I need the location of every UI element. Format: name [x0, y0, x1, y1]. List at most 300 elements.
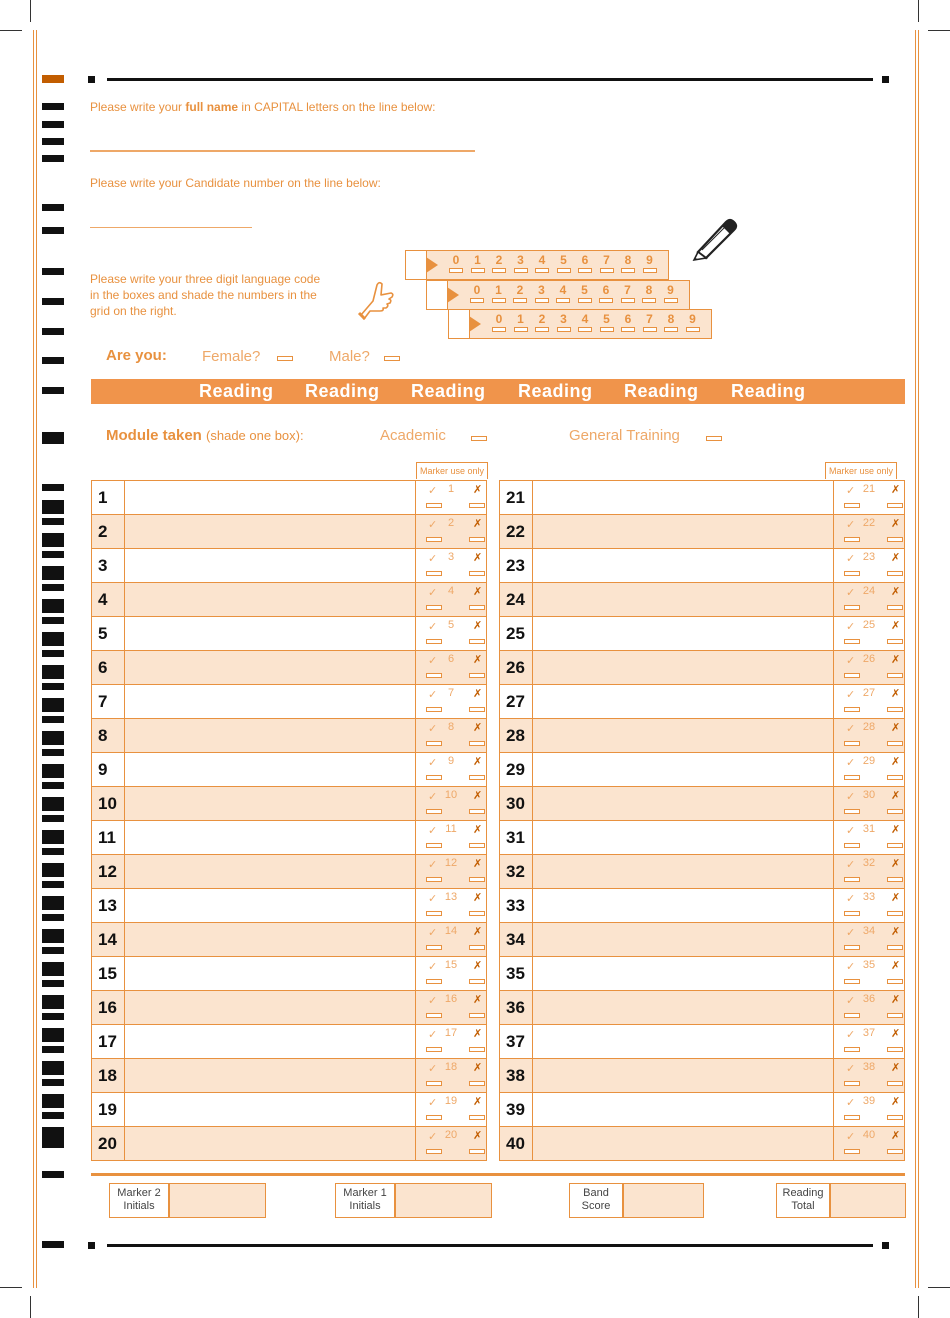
- correct-shade-box[interactable]: [844, 1013, 860, 1018]
- tick-icon: ✓: [846, 553, 856, 565]
- incorrect-shade-box[interactable]: [469, 1047, 485, 1052]
- digit-shade-box[interactable]: [686, 327, 700, 332]
- question-number: 8: [92, 719, 125, 753]
- marker-number: 22: [862, 517, 876, 529]
- correct-shade-box[interactable]: [426, 1115, 442, 1120]
- correct-shade-box[interactable]: [844, 809, 860, 814]
- marker-number: 5: [447, 619, 455, 631]
- tick-icon: ✓: [428, 757, 438, 769]
- timing-mark: [42, 1094, 64, 1108]
- incorrect-shade-box[interactable]: [887, 537, 903, 542]
- table-row: [92, 787, 487, 821]
- digit-shade-box[interactable]: [643, 327, 657, 332]
- answer-field[interactable]: [125, 821, 416, 855]
- answer-field[interactable]: [533, 1127, 834, 1161]
- answer-field[interactable]: [125, 855, 416, 889]
- digit-label: 0: [473, 283, 481, 297]
- marker-number: 10: [444, 789, 458, 801]
- candidate-number-field[interactable]: [90, 227, 252, 228]
- digit-shade-box[interactable]: [492, 298, 506, 303]
- answer-field[interactable]: [533, 855, 834, 889]
- marker-number: 14: [444, 925, 458, 937]
- digit-shade-box[interactable]: [535, 298, 549, 303]
- cross-icon: ✗: [891, 1130, 901, 1142]
- answer-field[interactable]: [125, 583, 416, 617]
- correct-shade-box[interactable]: [844, 877, 860, 882]
- incorrect-shade-box[interactable]: [887, 707, 903, 712]
- language-code-grid-2[interactable]: [426, 280, 690, 310]
- marker2-line1: Marker 2: [117, 1187, 161, 1199]
- language-code-digit-box[interactable]: [406, 251, 427, 279]
- incorrect-shade-box[interactable]: [469, 911, 485, 916]
- answer-field[interactable]: [533, 685, 834, 719]
- digit-shade-box[interactable]: [470, 298, 484, 303]
- answer-field[interactable]: [125, 1093, 416, 1127]
- digit-shade-box[interactable]: [492, 327, 506, 332]
- timing-mark: [42, 716, 64, 723]
- answer-field[interactable]: [125, 889, 416, 923]
- bottom-rule-dot: [882, 1242, 889, 1249]
- answer-field[interactable]: [533, 651, 834, 685]
- marker-cell: [834, 719, 905, 753]
- digit-shade-box[interactable]: [600, 327, 614, 332]
- reading-total-label: [776, 1183, 830, 1218]
- correct-shade-box[interactable]: [426, 571, 442, 576]
- marker-number: 31: [862, 823, 876, 835]
- answer-field[interactable]: [533, 481, 834, 515]
- digit-shade-box[interactable]: [471, 268, 485, 273]
- marker1-initials-field[interactable]: [395, 1183, 492, 1218]
- correct-shade-box[interactable]: [844, 945, 860, 950]
- digit-shade-box[interactable]: [578, 327, 592, 332]
- marker-cell: [834, 821, 905, 855]
- marker-cell: [834, 583, 905, 617]
- marker-number: 11: [445, 823, 457, 835]
- general-training-label: General Training: [569, 427, 680, 444]
- cross-icon: ✗: [891, 722, 901, 734]
- answer-field[interactable]: [125, 957, 416, 991]
- full-name-field[interactable]: [90, 150, 475, 152]
- correct-shade-box[interactable]: [844, 707, 860, 712]
- timing-mark: [42, 797, 64, 811]
- pointing-hand-icon: [355, 275, 397, 321]
- tick-icon: ✓: [846, 757, 856, 769]
- reading-total-field[interactable]: [830, 1183, 906, 1218]
- marker-number: 8: [447, 721, 455, 733]
- tick-icon: ✓: [428, 927, 438, 939]
- question-number: 24: [500, 583, 533, 617]
- digit-shade-box[interactable]: [578, 298, 592, 303]
- marker-number: 27: [862, 687, 876, 699]
- digit-shade-box[interactable]: [578, 268, 592, 273]
- answer-field[interactable]: [533, 991, 834, 1025]
- incorrect-shade-box[interactable]: [887, 1047, 903, 1052]
- correct-shade-box[interactable]: [426, 1081, 442, 1086]
- arrow-right-icon: [426, 257, 438, 273]
- question-number: 13: [92, 889, 125, 923]
- incorrect-shade-box[interactable]: [887, 1115, 903, 1120]
- cross-icon: ✗: [473, 552, 483, 564]
- table-row: [500, 855, 905, 889]
- incorrect-shade-box[interactable]: [887, 911, 903, 916]
- correct-shade-box[interactable]: [426, 877, 442, 882]
- bottom-rule-dot: [88, 1242, 95, 1249]
- digit-shade-box[interactable]: [642, 298, 656, 303]
- timing-mark: [42, 962, 64, 976]
- answer-field[interactable]: [533, 515, 834, 549]
- digit-label: 6: [602, 283, 610, 297]
- module-label: [106, 427, 304, 444]
- correct-shade-box[interactable]: [844, 775, 860, 780]
- timing-mark: [42, 357, 64, 364]
- correct-shade-box[interactable]: [844, 979, 860, 984]
- table-row: [92, 583, 487, 617]
- digit-shade-box[interactable]: [600, 268, 614, 273]
- marker-cell: [416, 617, 487, 651]
- correct-shade-box[interactable]: [426, 537, 442, 542]
- incorrect-shade-box[interactable]: [887, 741, 903, 746]
- language-code-grid-3[interactable]: [448, 309, 712, 339]
- incorrect-shade-box[interactable]: [887, 571, 903, 576]
- timing-mark: [42, 533, 64, 547]
- language-code-digit-box[interactable]: [449, 310, 470, 338]
- reading-total-line1: Reading: [782, 1187, 824, 1199]
- correct-shade-box[interactable]: [426, 673, 442, 678]
- marker-number: 25: [862, 619, 876, 631]
- digit-shade-box[interactable]: [643, 268, 657, 273]
- timing-mark: [42, 617, 64, 624]
- incorrect-shade-box[interactable]: [887, 639, 903, 644]
- timing-mark: [42, 749, 64, 756]
- answer-field[interactable]: [533, 957, 834, 991]
- tick-icon: ✓: [846, 961, 856, 973]
- answer-field[interactable]: [533, 1059, 834, 1093]
- answer-field[interactable]: [533, 923, 834, 957]
- cross-icon: ✗: [473, 620, 483, 632]
- tick-icon: ✓: [428, 519, 438, 531]
- incorrect-shade-box[interactable]: [887, 673, 903, 678]
- answer-field[interactable]: [125, 1127, 416, 1161]
- incorrect-shade-box[interactable]: [887, 809, 903, 814]
- timing-mark: [42, 328, 64, 335]
- male-checkbox[interactable]: [384, 356, 400, 361]
- timing-mark: [42, 731, 64, 745]
- incorrect-shade-box[interactable]: [469, 945, 485, 950]
- digit-label: 2: [516, 283, 524, 297]
- correct-shade-box[interactable]: [844, 673, 860, 678]
- timing-mark: [42, 764, 64, 778]
- tick-icon: ✓: [846, 621, 856, 633]
- incorrect-shade-box[interactable]: [887, 503, 903, 508]
- digit-label: 2: [495, 253, 503, 267]
- answer-field[interactable]: [533, 889, 834, 923]
- digit-label: 8: [645, 283, 653, 297]
- answer-field[interactable]: [125, 991, 416, 1025]
- answer-field[interactable]: [533, 1025, 834, 1059]
- language-instruction-line: grid on the right.: [90, 304, 177, 318]
- incorrect-shade-box[interactable]: [887, 1013, 903, 1018]
- right-margin-line: [915, 30, 916, 1288]
- digit-shade-box[interactable]: [621, 298, 635, 303]
- tick-icon: ✓: [846, 859, 856, 871]
- answer-field[interactable]: [125, 787, 416, 821]
- table-row: [500, 821, 905, 855]
- answer-field[interactable]: [533, 719, 834, 753]
- correct-shade-box[interactable]: [426, 809, 442, 814]
- question-number: 26: [500, 651, 533, 685]
- digit-shade-box[interactable]: [514, 327, 528, 332]
- answer-field[interactable]: [533, 821, 834, 855]
- cross-icon: ✗: [891, 1028, 901, 1040]
- table-row: [500, 753, 905, 787]
- cross-icon: ✗: [891, 994, 901, 1006]
- marker-number: 39: [862, 1095, 876, 1107]
- table-row: [92, 923, 487, 957]
- timing-mark: [42, 500, 64, 514]
- answer-field[interactable]: [125, 719, 416, 753]
- digit-shade-box[interactable]: [557, 327, 571, 332]
- correct-shade-box[interactable]: [844, 503, 860, 508]
- marker-cell: [416, 787, 487, 821]
- correct-shade-box[interactable]: [844, 1047, 860, 1052]
- language-code-digit-box[interactable]: [427, 281, 448, 309]
- incorrect-shade-box[interactable]: [469, 1013, 485, 1018]
- marker-number: 9: [447, 755, 455, 767]
- answer-field[interactable]: [533, 583, 834, 617]
- digit-shade-box[interactable]: [514, 268, 528, 273]
- answer-field[interactable]: [533, 787, 834, 821]
- timing-mark: [42, 995, 64, 1009]
- marker-number: 28: [862, 721, 876, 733]
- digit-label: 0: [452, 253, 460, 267]
- digit-shade-box[interactable]: [557, 268, 571, 273]
- timing-mark: [42, 298, 64, 305]
- question-number: 29: [500, 753, 533, 787]
- incorrect-shade-box[interactable]: [469, 979, 485, 984]
- correct-shade-box[interactable]: [426, 843, 442, 848]
- digit-shade-box[interactable]: [492, 268, 506, 273]
- incorrect-shade-box[interactable]: [887, 605, 903, 610]
- marker-number: 12: [444, 857, 458, 869]
- answer-field[interactable]: [125, 753, 416, 787]
- incorrect-shade-box[interactable]: [887, 1149, 903, 1154]
- reading-band: [91, 379, 905, 404]
- answer-field[interactable]: [533, 617, 834, 651]
- correct-shade-box[interactable]: [426, 639, 442, 644]
- name-instruction: [90, 100, 436, 114]
- answer-field[interactable]: [125, 549, 416, 583]
- table-row: [500, 1127, 905, 1161]
- digit-shade-box[interactable]: [535, 327, 549, 332]
- crop-mark: [0, 1287, 22, 1288]
- incorrect-shade-box[interactable]: [887, 775, 903, 780]
- correct-shade-box[interactable]: [426, 1047, 442, 1052]
- marker-number: 20: [444, 1129, 458, 1141]
- tick-icon: ✓: [428, 791, 438, 803]
- marker-cell: [416, 651, 487, 685]
- language-code-grid-1[interactable]: [405, 250, 669, 280]
- digit-shade-box[interactable]: [556, 298, 570, 303]
- marker2-initials-field[interactable]: [169, 1183, 266, 1218]
- tick-icon: ✓: [428, 587, 438, 599]
- incorrect-shade-box[interactable]: [469, 605, 485, 610]
- incorrect-shade-box[interactable]: [469, 571, 485, 576]
- marker-cell: [416, 821, 487, 855]
- incorrect-shade-box[interactable]: [887, 979, 903, 984]
- incorrect-shade-box[interactable]: [469, 775, 485, 780]
- question-number: 22: [500, 515, 533, 549]
- marker-number: 32: [862, 857, 876, 869]
- cross-icon: ✗: [891, 790, 901, 802]
- correct-shade-box[interactable]: [844, 911, 860, 916]
- table-row: [500, 1025, 905, 1059]
- question-number: 40: [500, 1127, 533, 1161]
- timing-mark: [42, 947, 64, 954]
- left-margin-line: [36, 30, 37, 1288]
- tick-icon: ✓: [428, 893, 438, 905]
- question-number: 1: [92, 481, 125, 515]
- marker-cell: [834, 515, 905, 549]
- tick-icon: ✓: [428, 621, 438, 633]
- marker-use-only-header: Marker use only: [825, 462, 897, 479]
- tick-icon: ✓: [846, 519, 856, 531]
- correct-shade-box[interactable]: [844, 741, 860, 746]
- incorrect-shade-box[interactable]: [469, 877, 485, 882]
- cross-icon: ✗: [473, 688, 483, 700]
- marker-cell: [416, 719, 487, 753]
- question-number: 5: [92, 617, 125, 651]
- question-number: 17: [92, 1025, 125, 1059]
- answer-field[interactable]: [125, 923, 416, 957]
- correct-shade-box[interactable]: [844, 537, 860, 542]
- answer-field[interactable]: [125, 651, 416, 685]
- correct-shade-box[interactable]: [844, 1149, 860, 1154]
- incorrect-shade-box[interactable]: [887, 1081, 903, 1086]
- band-score-field[interactable]: [623, 1183, 704, 1218]
- tick-icon: ✓: [428, 995, 438, 1007]
- digit-label: 5: [581, 283, 588, 297]
- question-number: 21: [500, 481, 533, 515]
- incorrect-shade-box[interactable]: [887, 843, 903, 848]
- table-row: [500, 481, 905, 515]
- correct-shade-box[interactable]: [426, 945, 442, 950]
- timing-mark: [42, 227, 64, 234]
- timing-mark: [42, 599, 64, 613]
- correct-shade-box[interactable]: [426, 979, 442, 984]
- cross-icon: ✗: [891, 858, 901, 870]
- digit-shade-box[interactable]: [621, 327, 635, 332]
- incorrect-shade-box[interactable]: [469, 809, 485, 814]
- table-row: [92, 549, 487, 583]
- cross-icon: ✗: [473, 518, 483, 530]
- digit-shade-box[interactable]: [599, 298, 613, 303]
- correct-shade-box[interactable]: [844, 843, 860, 848]
- correct-shade-box[interactable]: [426, 1013, 442, 1018]
- digit-label: 7: [646, 312, 653, 326]
- question-number: 34: [500, 923, 533, 957]
- female-label: Female?: [202, 348, 261, 365]
- incorrect-shade-box[interactable]: [469, 503, 485, 508]
- correct-shade-box[interactable]: [426, 911, 442, 916]
- digit-shade-box[interactable]: [535, 268, 549, 273]
- answer-field[interactable]: [125, 1059, 416, 1093]
- marker-number: 37: [862, 1027, 876, 1039]
- correct-shade-box[interactable]: [844, 639, 860, 644]
- correct-shade-box[interactable]: [426, 775, 442, 780]
- pencil-icon: [690, 210, 742, 262]
- incorrect-shade-box[interactable]: [469, 741, 485, 746]
- digit-shade-box[interactable]: [621, 268, 635, 273]
- incorrect-shade-box[interactable]: [469, 1081, 485, 1086]
- correct-shade-box[interactable]: [844, 1115, 860, 1120]
- table-row: [92, 515, 487, 549]
- answer-field[interactable]: [125, 1025, 416, 1059]
- timing-mark: [42, 782, 64, 789]
- answer-field[interactable]: [125, 685, 416, 719]
- incorrect-shade-box[interactable]: [887, 945, 903, 950]
- cross-icon: ✗: [891, 688, 901, 700]
- answer-field[interactable]: [533, 1093, 834, 1127]
- answer-field[interactable]: [125, 617, 416, 651]
- cross-icon: ✗: [891, 824, 901, 836]
- female-checkbox[interactable]: [277, 356, 293, 361]
- correct-shade-box[interactable]: [844, 571, 860, 576]
- answer-field[interactable]: [125, 481, 416, 515]
- correct-shade-box[interactable]: [844, 605, 860, 610]
- incorrect-shade-box[interactable]: [469, 1115, 485, 1120]
- academic-checkbox[interactable]: [471, 436, 487, 441]
- answer-field[interactable]: [125, 515, 416, 549]
- footer-rule: [91, 1173, 905, 1176]
- module-hint: (shade one box):: [206, 428, 304, 443]
- digit-shade-box[interactable]: [664, 298, 678, 303]
- timing-mark: [42, 980, 64, 987]
- correct-shade-box[interactable]: [844, 1081, 860, 1086]
- crop-mark: [30, 0, 31, 22]
- digit-shade-box[interactable]: [513, 298, 527, 303]
- incorrect-shade-box[interactable]: [469, 639, 485, 644]
- correct-shade-box[interactable]: [426, 741, 442, 746]
- timing-mark: [42, 584, 64, 591]
- tick-icon: ✓: [428, 825, 438, 837]
- correct-shade-box[interactable]: [426, 707, 442, 712]
- tick-icon: ✓: [846, 995, 856, 1007]
- tick-icon: ✓: [846, 1097, 856, 1109]
- correct-shade-box[interactable]: [426, 1149, 442, 1154]
- correct-shade-box[interactable]: [426, 503, 442, 508]
- incorrect-shade-box[interactable]: [887, 877, 903, 882]
- marker-number: 24: [862, 585, 876, 597]
- marker-number: 40: [862, 1129, 876, 1141]
- answer-table-left: [91, 480, 487, 1161]
- incorrect-shade-box[interactable]: [469, 537, 485, 542]
- incorrect-shade-box[interactable]: [469, 673, 485, 678]
- question-number: 20: [92, 1127, 125, 1161]
- timing-mark: [42, 1046, 64, 1053]
- timing-mark: [42, 1112, 64, 1119]
- digit-shade-box[interactable]: [449, 268, 463, 273]
- digit-shade-box[interactable]: [664, 327, 678, 332]
- incorrect-shade-box[interactable]: [469, 707, 485, 712]
- digit-label: 6: [624, 312, 632, 326]
- incorrect-shade-box[interactable]: [469, 1149, 485, 1154]
- answer-field[interactable]: [533, 549, 834, 583]
- general-training-checkbox[interactable]: [706, 436, 722, 441]
- cross-icon: ✗: [473, 824, 483, 836]
- answer-field[interactable]: [533, 753, 834, 787]
- correct-shade-box[interactable]: [426, 605, 442, 610]
- incorrect-shade-box[interactable]: [469, 843, 485, 848]
